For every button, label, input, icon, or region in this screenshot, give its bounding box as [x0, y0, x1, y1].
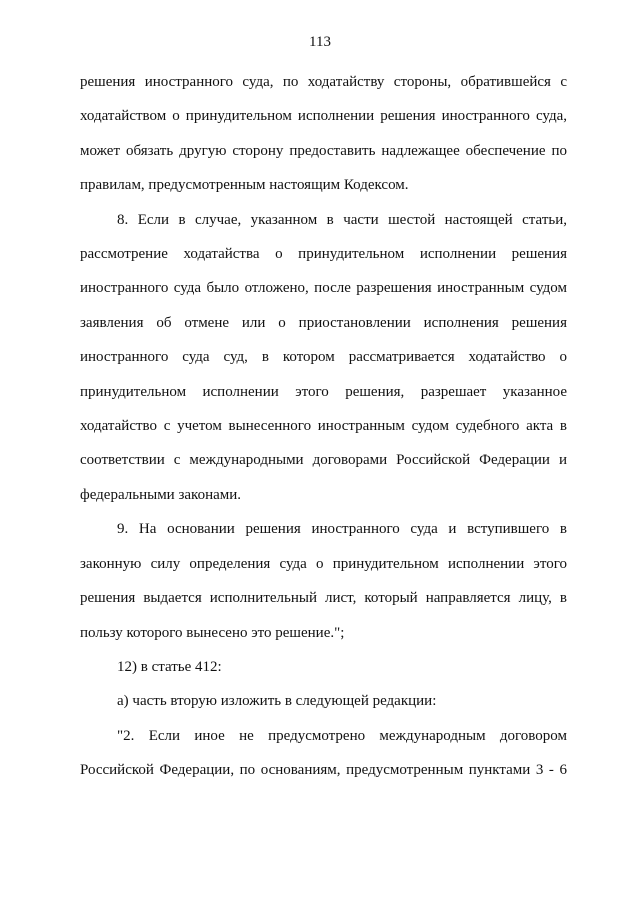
paragraph-clause-9: 9. На основании решения иностранного суда и вступившего в законную силу определения суда о принудительном исполнении этого решения выдается исполнительный лист, который направляется лицу, в пользу которого вынесено это решение.";: [80, 521, 567, 641]
paragraph-continuation: решения иностранного суда, по ходатайству стороны, обратившейся с ходатайством о принудительном исполнении решения иностранного суда, может обязать другую сторону предоставить надлежащее обеспечение по правилам, предусмотренным настоящим Кодексом.: [80, 74, 567, 194]
document-body: [80, 65, 567, 788]
paragraph-subitem-a: а) часть вторую изложить в следующей редакции:: [117, 693, 437, 710]
page-number: 113: [309, 34, 331, 50]
paragraph-item-12: 12) в статье 412:: [117, 658, 222, 675]
paragraph-clause-8: 8. Если в случае, указанном в части шестой настоящей статьи, рассмотрение ходатайства о принудительном исполнении решения иностранного суда было отложено, после разрешения иностранным судом заявления об отмене или о приостановлении исполнения решения иностранного суда суд, в котором рассматривается ходатайство о принудительном исполнении этого решения, разрешает указанное ходатайство с учетом вынесенного иностранным судом судебного акта в соответствии с международными договорами Российской Федерации и федеральными законами.: [80, 211, 567, 503]
paragraph-quoted-clause-2: "2. Если иное не предусмотрено международным договором Российской Федерации, по основаниям, предусмотренным пунктами 3 - 6: [80, 727, 567, 779]
